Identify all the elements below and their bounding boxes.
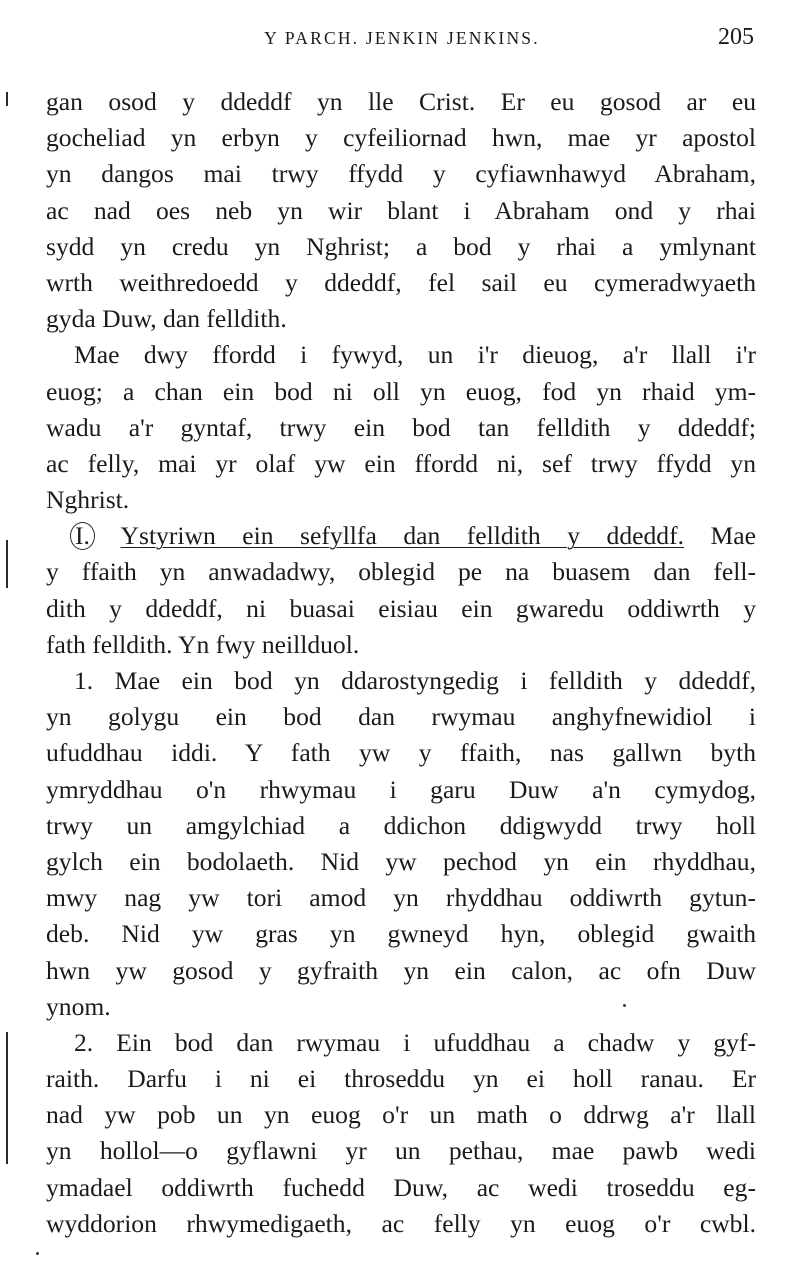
ink-speck (36, 1252, 39, 1255)
text-line: ac nad oes neb yn wir blant i Abraham ond y rhai (46, 195, 756, 225)
text-line: hwn yw gosod y gyfraith yn ein calon, ac ofn Duw (46, 955, 756, 985)
text-line: fath felldith. Yn fwy neillduol. (46, 629, 360, 659)
text-line: gyda Duw, dan felldith. (46, 304, 287, 334)
paragraph (46, 337, 756, 518)
heading-tail: Mae (710, 521, 756, 551)
text-line: yn golygu ein bod dan rwymau anghyfnewidiol i (46, 702, 756, 732)
text-line: ymadael oddiwrth fuchedd Duw, ac wedi troseddu eg- (46, 1172, 756, 1202)
text-line: ufuddhau iddi. Y fath yw y ffaith, nas gallwn byth (46, 738, 756, 768)
paragraph (46, 663, 756, 1025)
margin-pencil-mark (6, 1032, 8, 1164)
text-line: trwy un amgylchiad a ddichon ddigwydd trwy holl (46, 810, 756, 840)
text-line: 2. Ein bod dan rwymau i ufuddhau a chadw y gyf- (74, 1027, 756, 1057)
text-line: euog; a chan ein bod ni oll yn euog, fod yn rhaid ym- (46, 376, 756, 406)
text-line: mwy nag yw tori amod yn rhyddhau oddiwrth gytun- (46, 883, 756, 913)
margin-pencil-mark (6, 92, 8, 106)
text-line: deb. Nid yw gras yn gwneyd hyn, oblegid gwaith (46, 919, 756, 949)
section-numeral: I. (70, 522, 95, 550)
page-number: 205 (718, 24, 754, 50)
margin-pencil-mark (6, 540, 8, 588)
text-line: yn hollol—o gyflawni yr un pethau, mae pawb wedi (46, 1136, 756, 1166)
text-line: wyddorion rhwymedigaeth, ac felly yn euog o'r cwbl. (46, 1208, 756, 1238)
text-line: gylch ein bodolaeth. Nid yw pechod yn ein rhyddhau, (46, 846, 756, 876)
text-line: raith. Darfu i ni ei throseddu yn ei holl ranau. Er (46, 1064, 756, 1094)
text-line: gan osod y ddeddf yn lle Crist. Er eu gosod ar eu (46, 87, 756, 116)
text-line: wrth weithredoedd y ddeddf, fel sail eu cymeradwyaeth (46, 267, 756, 297)
section-paragraph (46, 518, 756, 663)
paragraph (46, 1025, 756, 1242)
text-line: nad yw pob un yn euog o'r un math o ddrwg a'r llall (46, 1100, 756, 1130)
section-heading: Ystyriwn ein sefyllfa dan felldith y ddeddf. (120, 521, 684, 551)
text-line: gocheliad yn erbyn y cyfeiliornad hwn, mae yr apostol (46, 123, 756, 153)
paragraph (46, 84, 756, 337)
text-line: 1. Mae ein bod yn ddarostyngedig i felldith y ddeddf, (74, 666, 756, 695)
text-line: Mae dwy ffordd i fywyd, un i'r dieuog, a'r llall i'r (74, 340, 756, 370)
running-head (46, 22, 758, 56)
running-title: Y PARCH. JENKIN JENKINS. (264, 28, 540, 48)
text-line: dith y ddeddf, ni buasai eisiau ein gwaredu oddiwrth y (46, 593, 756, 623)
text-line: Nghrist. (46, 485, 130, 515)
text-line: sydd yn credu yn Nghrist; a bod y rhai a ymlynant (46, 231, 756, 261)
section-heading-line (46, 518, 756, 554)
text-line: wadu a'r gyntaf, trwy ein bod tan felldith y ddeddf; (46, 412, 756, 442)
body-text (46, 84, 756, 1242)
text-line: y ffaith yn anwadadwy, oblegid pe na buasem dan fell- (46, 557, 756, 587)
text-line: ynom. (46, 991, 111, 1021)
text-line: yn dangos mai trwy ffydd y cyfiawnhawyd Abraham, (46, 159, 756, 189)
text-line: ac felly, mai yr olaf yw ein ffordd ni, sef trwy ffydd yn (46, 448, 756, 478)
text-line: ymryddhau o'n rhwymau i garu Duw a'n cymydog, (46, 774, 756, 804)
